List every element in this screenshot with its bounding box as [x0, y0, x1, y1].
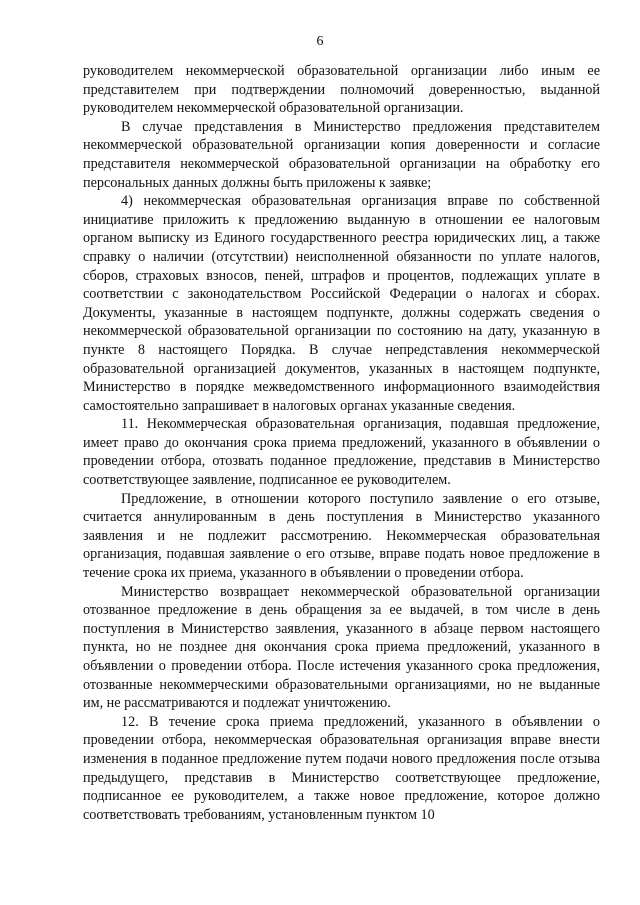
paragraph-clause-12: 12. В течение срока приема предложений, указанного в объявлении о проведении отбора, некоммерческая образовательная организация вправе внести изменения в поданное предложение путем подачи нового предложения после отзыва предыдущего, представив в Министерство соответствующее предложение, подписанное ее руководителем, а также новое предложение, которое должно соответствовать требованиям, установленным пунктом 10 [83, 713, 600, 823]
paragraph: Министерство возвращает некоммерческой образовательной организации отозванное предложение в день обращения за ее выдачей, в том числе в день поступления в Министерство заявления, указанного в абзаце первом настоящего пункта, но не позднее дня окончания срока приема предложений, указанного в объявлении о проведении отбора. После истечения указанного срока предложения, отозванные некоммерческими образовательными организациями, но не выданные им, не рассматриваются и подлежат уничтожению. [83, 583, 600, 712]
paragraph: В случае представления в Министерство предложения представителем некоммерческой образовательной организации копия доверенности и согласие представителя некоммерческой образовательной организации на обработку его персональных данных должны быть приложены к заявке; [83, 118, 600, 191]
page-number: 6 [316, 34, 324, 49]
paragraph-clause-11: 11. Некоммерческая образовательная организация, подавшая предложение, имеет право до окончания срока приема предложений, указанного в объявлении о проведении отбора, отозвать поданное предложение, представив в Министерство соответствующее заявление, подписанное ее руководителем. [83, 416, 600, 489]
document-body [83, 62, 600, 824]
paragraph-subclause-4: 4) некоммерческая образовательная организация вправе по собственной инициативе приложить к предложению выданную в отношении ее налоговым органом выписку из Единого государственного реестра юридических лиц, а также справку о наличии (отсутствии) неисполненной обязанности по уплате налогов, сборов, страховых взносов, пеней, штрафов и процентов, подлежащих уплате в соответствии с законодательством Российской Федерации о налогах и сборах. Документы, указанные в настоящем подпункте, должны содержать сведения о некоммерческой образовательной организации по состоянию на дату, указанную в пункте 8 настоящего Порядка. В случае непредставления некоммерческой образовательной организацией документов, указанных в настоящем подпункте, Министерство в порядке межведомственного информационного взаимодействия самостоятельно запрашивает в налоговых органах указанные сведения. [83, 193, 600, 414]
paragraph-continuation: руководителем некоммерческой образовательной организации либо иным ее представителем при подтверждении полномочий доверенностью, выданной руководителем некоммерческой образовательной организации. [83, 63, 600, 117]
paragraph: Предложение, в отношении которого поступило заявление о его отзыве, считается аннулированным в день поступления в Министерство указанного заявления и не подлежит рассмотрению. Некоммерческая образовательная организация, подавшая заявление о его отзыве, вправе подать новое предложение в течение срока их приема, указанного в объявлении о проведении отбора. [83, 490, 600, 582]
